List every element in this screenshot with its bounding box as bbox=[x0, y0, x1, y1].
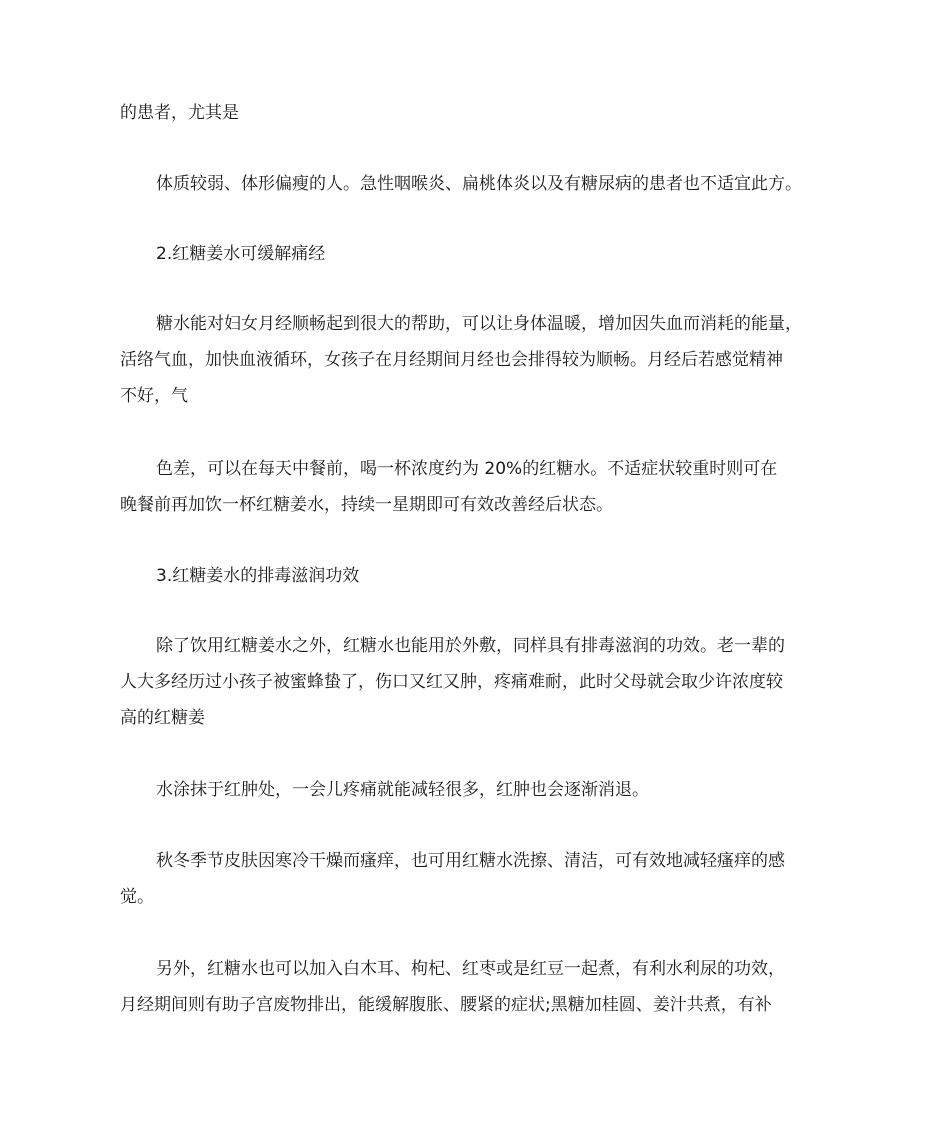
paragraph-line: 人大多经历过小孩子被蜜蜂蛰了，伤口又红又肿，疼痛难耐，此时父母就会取少许浓度较 bbox=[120, 672, 783, 692]
paragraph-6 bbox=[120, 772, 832, 808]
paragraph-7 bbox=[120, 843, 832, 915]
paragraph-line: 晚餐前再加饮一杯红糖姜水，持续一星期即可有效改善经后状态。 bbox=[120, 495, 613, 515]
paragraph-line: 月经期间则有助子宫废物排出，能缓解腹胀、腰紧的症状;黑糖加桂圆、姜汁共煮，有补 bbox=[120, 995, 772, 1015]
paragraph-line: 体质较弱、体形偏瘦的人。急性咽喉炎、扁桃体炎以及有糖尿病的患者也不适宜此方。 bbox=[156, 174, 802, 194]
heading-line: 2.红糖姜水可缓解痛经 bbox=[156, 244, 326, 264]
paragraph-2 bbox=[120, 166, 832, 202]
section-heading-2 bbox=[120, 236, 832, 272]
paragraph-line: 糖水能对妇女月经顺畅起到很大的帮助，可以让身体温暖，增加因失血而消耗的能量， bbox=[156, 314, 802, 334]
paragraph-line: 除了饮用红糖姜水之外，红糖水也能用於外敷，同样具有排毒滋润的功效。老一辈的 bbox=[156, 636, 785, 656]
paragraph-line: 另外，红糖水也可以加入白木耳、枸杞、红枣或是红豆一起煮，有利水利尿的功效， bbox=[156, 959, 785, 979]
paragraph-line: 色差，可以在每天中餐前，喝一杯浓度约为 20%的红糖水。不适症状较重时则可在 bbox=[156, 459, 778, 479]
paragraph-line: 的患者，尤其是 bbox=[120, 103, 239, 123]
paragraph-4 bbox=[120, 451, 832, 523]
paragraph-line: 不好，气 bbox=[120, 386, 188, 406]
paragraph-line: 觉。 bbox=[120, 887, 154, 907]
paragraph-line: 活络气血，加快血液循环，女孩子在月经期间月经也会排得较为顺畅。月经后若感觉精神 bbox=[120, 350, 783, 370]
heading-line: 3.红糖姜水的排毒滋润功效 bbox=[156, 566, 360, 586]
paragraph-line: 水涂抹于红肿处，一会儿疼痛就能减轻很多，红肿也会逐渐消退。 bbox=[156, 780, 649, 800]
section-heading-3 bbox=[120, 558, 832, 594]
paragraph-3 bbox=[120, 306, 832, 414]
paragraph-5 bbox=[120, 628, 832, 736]
paragraph-line: 高的红糖姜 bbox=[120, 708, 205, 728]
paragraph-8 bbox=[120, 951, 832, 1023]
paragraph-1 bbox=[120, 95, 832, 131]
paragraph-line: 秋冬季节皮肤因寒冷干燥而瘙痒，也可用红糖水洗擦、清洁，可有效地减轻瘙痒的感 bbox=[156, 851, 785, 871]
